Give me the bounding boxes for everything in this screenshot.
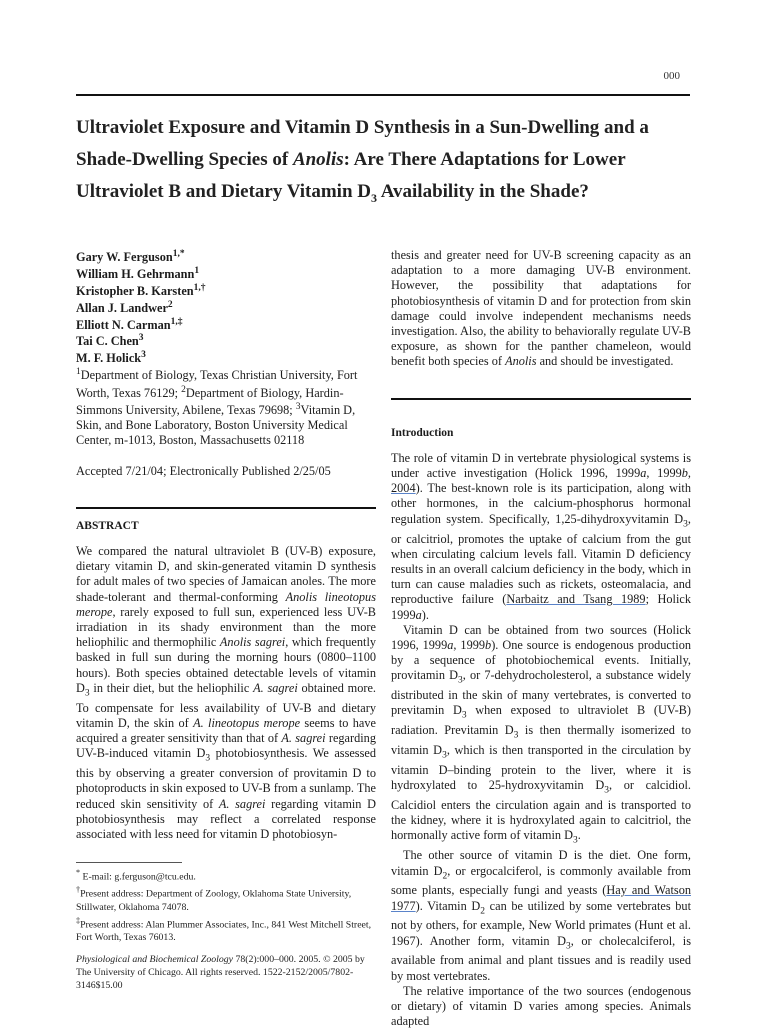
citation-link[interactable]: Narbaitz and Tsang 1989	[506, 592, 646, 607]
author: Allan J. Landwer$^2$	[76, 299, 173, 315]
title-subscript: 3	[371, 190, 378, 205]
footnote-ddagger: ‡Present address: Alan Plummer Associates, Inc., 841 West Mitchell Street, Fort Worth, Texas 76013.	[76, 915, 372, 943]
footnote-dagger: †Present address: Department of Zoology, Oklahoma State University, Stillwater, Oklahoma 74078.	[76, 885, 352, 913]
author: Gary W. Ferguson$^{1,*}$	[76, 249, 185, 265]
header-rule	[76, 94, 690, 96]
left-column	[76, 248, 376, 992]
abstract-continuation: thesis and greater need for UV-B screening capacity as an adaptation to a more damaging UV-B environment. However, the possibility that adaptations for photobiosynthesis of vitamin D and for protection from skin damage could involve independent mechanisms needs investigation. Also, the ability to behaviorally regulate UV-B exposure, as shown for the panther chameleon, would benefit both species of Anolis and should be investigated.	[391, 248, 691, 369]
page-number: 000	[663, 70, 680, 82]
abstract-rule	[76, 507, 376, 509]
author: William H. Gehrmann$^1$	[76, 265, 200, 281]
section-rule	[391, 398, 691, 400]
article-title	[76, 112, 696, 214]
footnote-rule	[76, 862, 182, 863]
citation-link[interactable]: Hay and Watson 1977	[391, 883, 691, 913]
intro-paragraph-3: The other source of vitamin D is the diet. One form, vitamin $D_2$, or ergocalciferol, is commonly available from some plants, especially fungi and yeasts (Hay and Watson 1977). Vitamin $D_2$ can be utilized by some vertebrates but not by others, for example, New World primates (Hunt et al. 1967). Another form, vitamin $D_3$, or cholecalciferol, is available from animal and plant tissues and is readily used by most vertebrates.	[391, 848, 692, 983]
intro-paragraph-2: Vitamin D can be obtained from two sources (Holick 1996, 1999a, 1999b). One source is endogenous production by a sequence of photobiochemical events. Initially, provitamin $D_3$, or 7-dehydrocholesterol, a substance widely distributed in the skin of many vertebrates, is converted to previtamin $D_3$ when exposed to ultraviolet B (UV-B) radiation. Previtamin $D_3$ is then thermally isomerized to vitamin $D_3$, which is then transported in the circulation by vitamin D–binding protein to the liver, where it is hydroxylated to 25-hydroxyvitamin $D_3$, or calcidiol. Calcidiol enters the circulation again and is transported to the kidney, where it is hydroxylated again to calcitriol, the hormonally active form of vitamin $D_3$.	[391, 622, 692, 846]
title-text: Ultraviolet Exposure and Vitamin D Synthesis in a Sun-Dwelling and a Shade-Dwelling Species of	[76, 117, 649, 170]
abstract-text: We compared the natural ultraviolet B (UV-B) exposure, dietary vitamin D, and skin-generated vitamin D synthesis for adult males of two species of Jamaican anoles. The more shade-tolerant and thermal-conforming Anolis lineotopus merope, rarely exposed to full sun, experienced less UV-B irradiation in its shady environment than the more heliophilic and thermophilic Anolis sagrei, which frequently basked in full sun during the morning hours (0800–1100 hours). Both species obtained detectable levels of vitamin $D_3$ in their diet, but the heliophilic A. sagrei obtained more. To compensate for less availability of UV-B and dietary vitamin D, the skin of A. lineotopus merope seems to have acquired a greater sensitivity than that of A. sagrei regarding UV-B-induced vitamin $D_3$ photobiosynthesis. We assessed this by observing a greater conversion of provitamin D to photoproducts in skin exposed to UV-B from a sunlamp. The reduced skin sensitivity of A. sagrei regarding vitamin D photobiosynthesis may reflect a correlated response associated with less need for vitamin D photobiosyn-	[76, 543, 377, 841]
accepted-date: Accepted 7/21/04; Electronically Published 2/25/05	[76, 463, 331, 478]
author: Tai C. Chen$^3$	[76, 333, 144, 349]
author: M. F. Holick$^3$	[76, 350, 146, 366]
introduction-heading: Introduction	[391, 426, 454, 439]
citation-link[interactable]: 2004	[391, 481, 416, 496]
journal-citation: Physiological and Biochemical Zoology 78(2):000–000. 2005. © 2005 by The University of Chicago. All rights reserved. 1522-2152/2005/7802-3146$15.00	[76, 953, 365, 991]
intro-paragraph-4: The relative importance of the two sources (endogenous or dietary) of vitamin D varies among species. Animals adapted	[391, 983, 691, 1029]
title-text: Availability in the Shade?	[377, 181, 589, 202]
author: Kristopher B. Karsten$^{1,\dagger}$	[76, 282, 206, 298]
footnote-email: * E-mail: g.ferguson@tcu.edu.	[76, 868, 196, 883]
title-genus: Anolis	[292, 149, 344, 170]
affiliations: $^1$Department of Biology, Texas Christian University, Fort Worth, Texas 76129; $^2$Department of Biology, Hardin-Simmons University, Abilene, Texas 79698; $^3$Vitamin D, Skin, and Bone Laboratory, Boston University Medical Center, m-1013, Boston, Massachusetts 02118	[76, 367, 358, 448]
author: Elliott N. Carman$^{1,\ddagger}$	[76, 316, 183, 332]
intro-paragraph-1: The role of vitamin D in vertebrate physiological systems is under active investigation (Holick 1996, 1999a, 1999b, 2004). The best-known role is its participation, along with other hormones, in the calcium-phosphorus hormonal regulation system. Specifically, 1,25-dihydroxyvitamin $D_3$, or calcitriol, promotes the uptake of calcium from the gut when circulating calcium levels fall. Vitamin D deficiency results in an overall calcium deficiency in the body, which in turn can cause maladies such as rickets, osteomalacia, and reproductive failure (Narbaitz and Tsang 1989; Holick 1999a).	[391, 450, 691, 622]
abstract-heading: ABSTRACT	[76, 519, 139, 532]
right-column	[391, 248, 691, 1030]
title-text: : Are There Adaptations for Lower Ultraviolet B and Dietary Vitamin D	[76, 149, 626, 202]
author-list	[76, 248, 376, 366]
footnotes	[76, 866, 376, 992]
